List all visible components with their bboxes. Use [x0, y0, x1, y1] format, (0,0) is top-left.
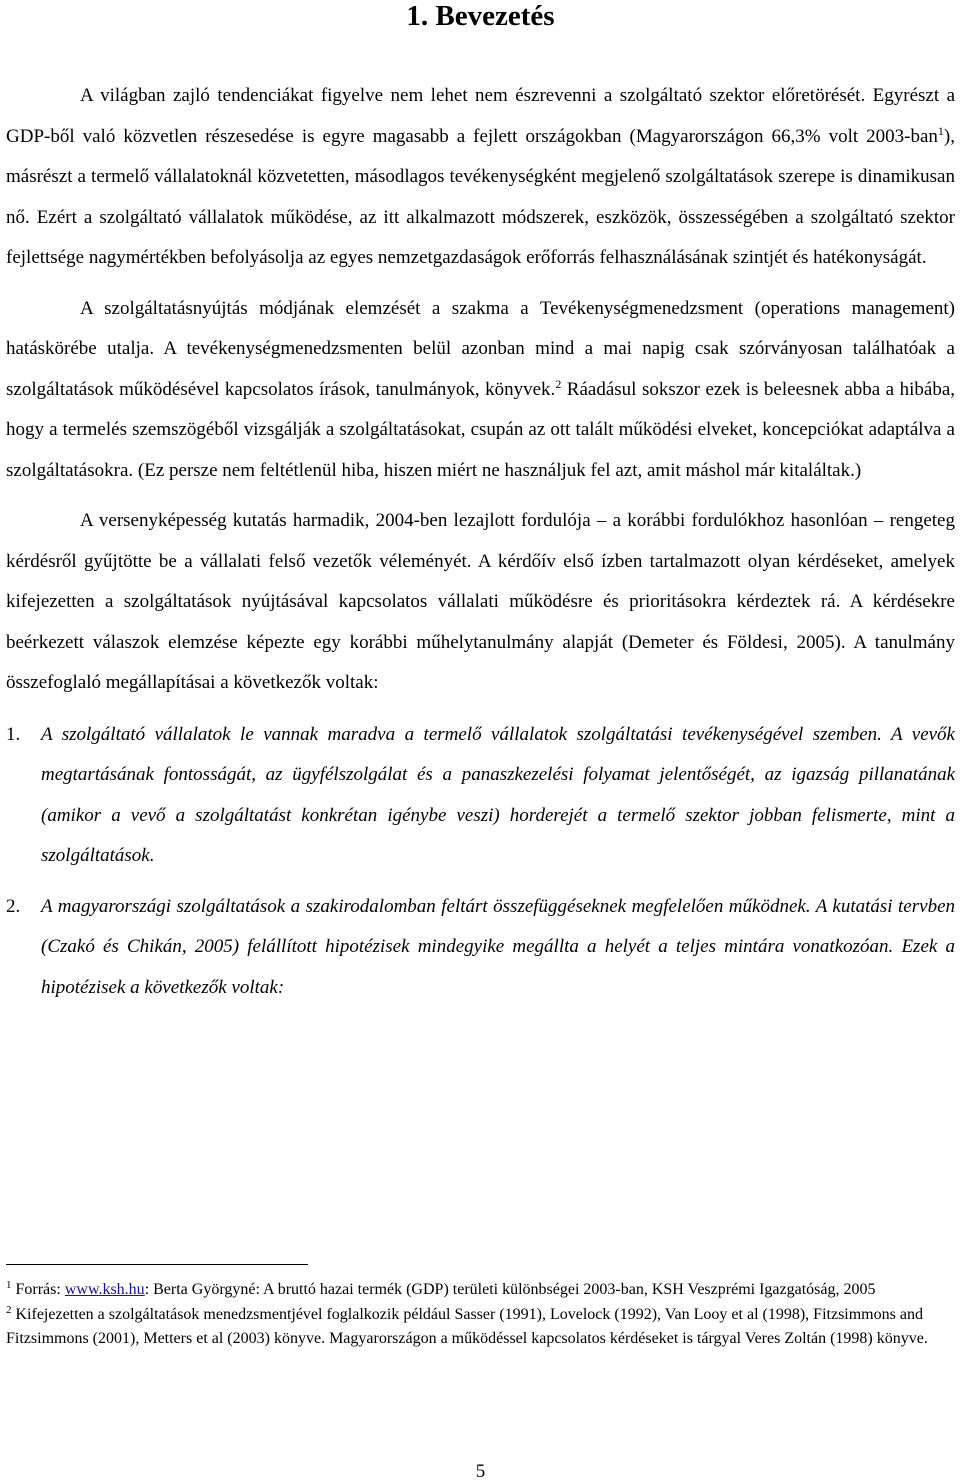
footnote-2-marker: 2 [6, 1303, 12, 1316]
list-item-text: A szolgáltató vállalatok le vannak maradva a termelő vállalatok szolgáltatási tevékenységével szemben. A vevők megtartásának fontosságát, az ügyfélszolgálat és a panaszkezelési folyamat jelentőségét, az igazság pillanatának (amikor a vevő a szolgáltatást konkrétan igénybe veszi) horderejét a termelő szektor jobban felismerte, mint a szolgáltatások. [41, 723, 955, 866]
list-item-number: 1. [6, 723, 21, 745]
list-item [6, 715, 955, 877]
ksh-link[interactable]: www.ksh.hu [64, 1281, 145, 1298]
list-item [6, 887, 955, 1009]
list-item-number: 2. [6, 895, 21, 917]
footnotes [6, 1278, 955, 1352]
footnote-1-prefix: Forrás: [11, 1281, 65, 1298]
footnote-ref-1[interactable]: 1 [937, 123, 944, 138]
footnote-2-text: Kifejezetten a szolgáltatások menedzsmentjével foglalkozik például Sasser (1991), Lovelock (1992), Van Looy et al (1998), Fitzsimmons and Fitzsimmons (2001), Metters et al (2003) könyve. Magyarországon a működéssel kapcsolatos kérdéseket is tárgyal Veres Zoltán (1998) könyve. [6, 1305, 928, 1347]
document-page [6, 0, 955, 1484]
paragraph-om-text-1: A szolgáltatásnyújtás módjának elemzését a szakma a Tevékenységmenedzsment (operations management) hatáskörébe utalja. A tevékenységmenedzsmenten belül azonban mind a mai napig csak szórványosan találhatóak a szolgáltatások működésével kapcsolatos írások, tanulmányok, könyvek. [6, 297, 955, 400]
footnote-1 [6, 1278, 955, 1303]
footnote-separator [6, 1264, 308, 1265]
footnote-ref-2[interactable]: 2 [555, 376, 562, 391]
section-heading: 1. Bevezetés [406, 0, 555, 32]
findings-list [6, 715, 955, 1009]
body-text [6, 76, 955, 1008]
paragraph-intro [6, 76, 955, 279]
footnote-2 [6, 1303, 955, 1352]
list-item-text: A magyarországi szolgáltatások a szakirodalomban feltárt összefüggéseknek megfelelően működnek. A kutatási tervben (Czakó és Chikán, 2005) felállított hipotézisek mindegyike megállta a helyét a teljes mintára vonatkozóan. Ezek a hipotézisek a következők voltak: [41, 895, 955, 998]
paragraph-intro-text-1: A világban zajló tendenciákat figyelve nem lehet nem észrevenni a szolgáltató szektor előretörését. Egyrészt a GDP-ből való közvetlen részesedése is egyre magasabb a fejlett országokban (Magyarországon 66,3% volt 2003-ban [6, 85, 955, 147]
paragraph-om-text-2: Ráadásul sokszor ezek is beleesnek abba a hibába, hogy a termelés szemszögéből vizsgálják a szolgáltatásokat, csupán az ott talált működési elveket, koncepciókat adaptálva a szolgáltatásokra. (Ez persze nem feltétlenül hiba, hiszen miért ne használjuk fel azt, amit máshol már kitaláltak.) [6, 378, 956, 481]
footnote-1-text: : Berta Györgyné: A bruttó hazai termék (GDP) területi különbségei 2003-ban, KSH Veszprémi Igazgatóság, 2005 [144, 1281, 876, 1298]
paragraph-intro-text-2: ), másrészt a termelő vállalatoknál közvetetten, másodlagos tevékenységként megjelenő szolgáltatások szerepe is dinamikusan nő. Ezért a szolgáltató vállalatok működése, az itt alkalmazott módszerek, eszközök, összességében a szolgáltató szektor fejlettsége nagymértékben befolyásolja az egyes nemzetgazdaságok erőforrás felhasználásának szintjét és hatékonyságát. [6, 125, 955, 268]
paragraph-competitiveness-research: A versenyképesség kutatás harmadik, 2004-ben lezajlott fordulója – a korábbi fordulókhoz hasonlóan – rengeteg kérdésről gyűjtötte be a vállalati felső vezetők véleményét. A kérdőív első ízben tartalmazott olyan kérdéseket, amelyek kifejezetten a szolgáltatások nyújtásával kapcsolatos vállalati működésre és prioritásokra kérdeztek rá. A kérdésekre beérkezett válaszok elemzése képezte egy korábbi műhelytanulmány alapját (Demeter és Földesi, 2005). A tanulmány összefoglaló megállapításai a következők voltak: [6, 510, 955, 693]
paragraph-operations-management [6, 289, 955, 492]
page-number: 5 [475, 1461, 486, 1482]
footnote-1-marker: 1 [6, 1279, 12, 1291]
